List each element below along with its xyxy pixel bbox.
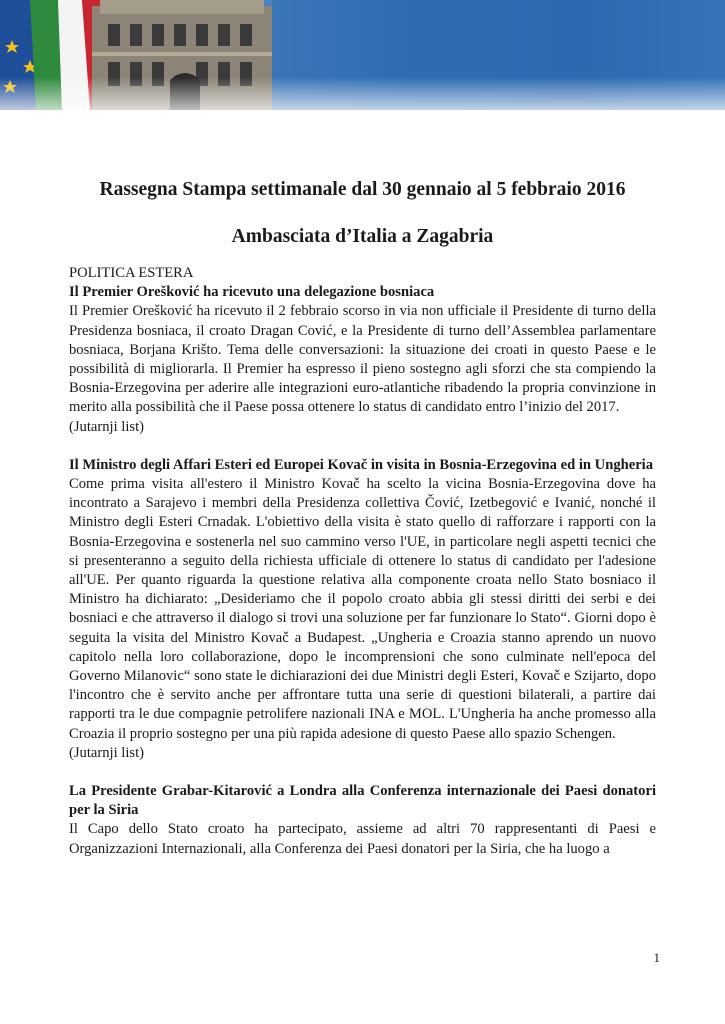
article-heading: La Presidente Grabar-Kitarović a Londra alla Conferenza internazionale dei Paesi donatori per la Siria [69,783,656,819]
article-source: (Jutarnji list) [69,418,144,435]
section-label: POLITICA ESTERA [69,265,194,281]
page-number: 1 [653,950,660,965]
article-body: Il Capo dello Stato croato ha partecipato, assieme ad altri 70 rappresentanti di Paesi e Organizzazioni Internazionali, alla Conferenza dei Paesi donatori per la Siria, che ha luogo a [69,821,656,857]
article-heading: Il Premier Orešković ha ricevuto una delegazione bosniaca [69,284,435,301]
article [69,283,656,437]
document-title: Rassegna Stampa settimanale dal 30 gennaio al 5 febbraio 2016 [99,179,626,200]
article [69,456,656,763]
document-body [69,264,656,859]
article-body: Come prima visita all'estero il Ministro Kovač ha scelto la vicina Bosnia-Erzegovina dove ha incontrato a Sarajevo i membri della Presidenza collettiva Čović, Izetbegović e Ivanić, nonché il Ministro degli Esteri Crnadak. L'obiettivo della visita è stato quello di rafforzare i rapporti con la Bosnia-Erzegovina e sostenerla nel suo cammino verso l'UE, in particolare negli aspetti tecnici che si presenteranno a seguito della richiesta ufficiale di ottenere lo status di candidato per l'adesione all'UE. Per quanto riguarda la questione relativa alla componente croata nello Stato bosniaco il Ministro ha dichiarato: „Desideriamo che il popolo croato abbia gli stessi diritti dei serbi e dei bosniaci e che attraverso il dialogo si trovi una soluzione per far funzionare lo Stato“. Giorni dopo è seguita la visita del Ministro Kovač a Budapest. „Ungheria e Croazia stanno aprendo un nuovo capitolo nella loro collaborazione, dopo le incomprensioni che sono culminate nell'epoca del Governo Milanovic“ sono state le dichiarazioni dei due Ministri degli Esteri, Kovač e Szijarto, dopo l'incontro che è servito anche per affrontare tutta una serie di questioni bilaterali, a partire dai rapporti tra le due compagnie petrolifere nazionali INA e MOL. L'Ungheria ha anche promesso alla Croazia il proprio sostegno per una più rapida adesione di questo Paese allo spazio Schengen. [69,476,656,742]
article-heading: Il Ministro degli Affari Esteri ed Europei Kovač in visita in Bosnia-Erzegovina ed in Ungheria [69,456,654,473]
header-banner [0,0,725,110]
article-source: (Jutarnji list) [69,744,144,761]
article [69,782,656,859]
article-body: Il Premier Orešković ha ricevuto il 2 febbraio scorso in via non ufficiale il Presidente di turno della Presidenza bosniaca, il croato Dragan Cović, e la Presidente di turno dell’Assemblea parlamentare bosniaca, Borjana Krišto. Tema delle conversazioni: la situazione dei croati in questo Paese e le possibilità di migliorarla. Il Premier ha espresso il pieno sostegno agli sforzi che sta compiendo la Bosnia-Erzegovina per aderire alle integrazioni euro-atlantiche ribadendo la propria convinzione in merito alla possibilità che il Paese possa ottenere lo status di candidato entro l’inizio del 2017. [69,303,656,416]
document-subtitle: Ambasciata d’Italia a Zagabria [231,226,494,247]
